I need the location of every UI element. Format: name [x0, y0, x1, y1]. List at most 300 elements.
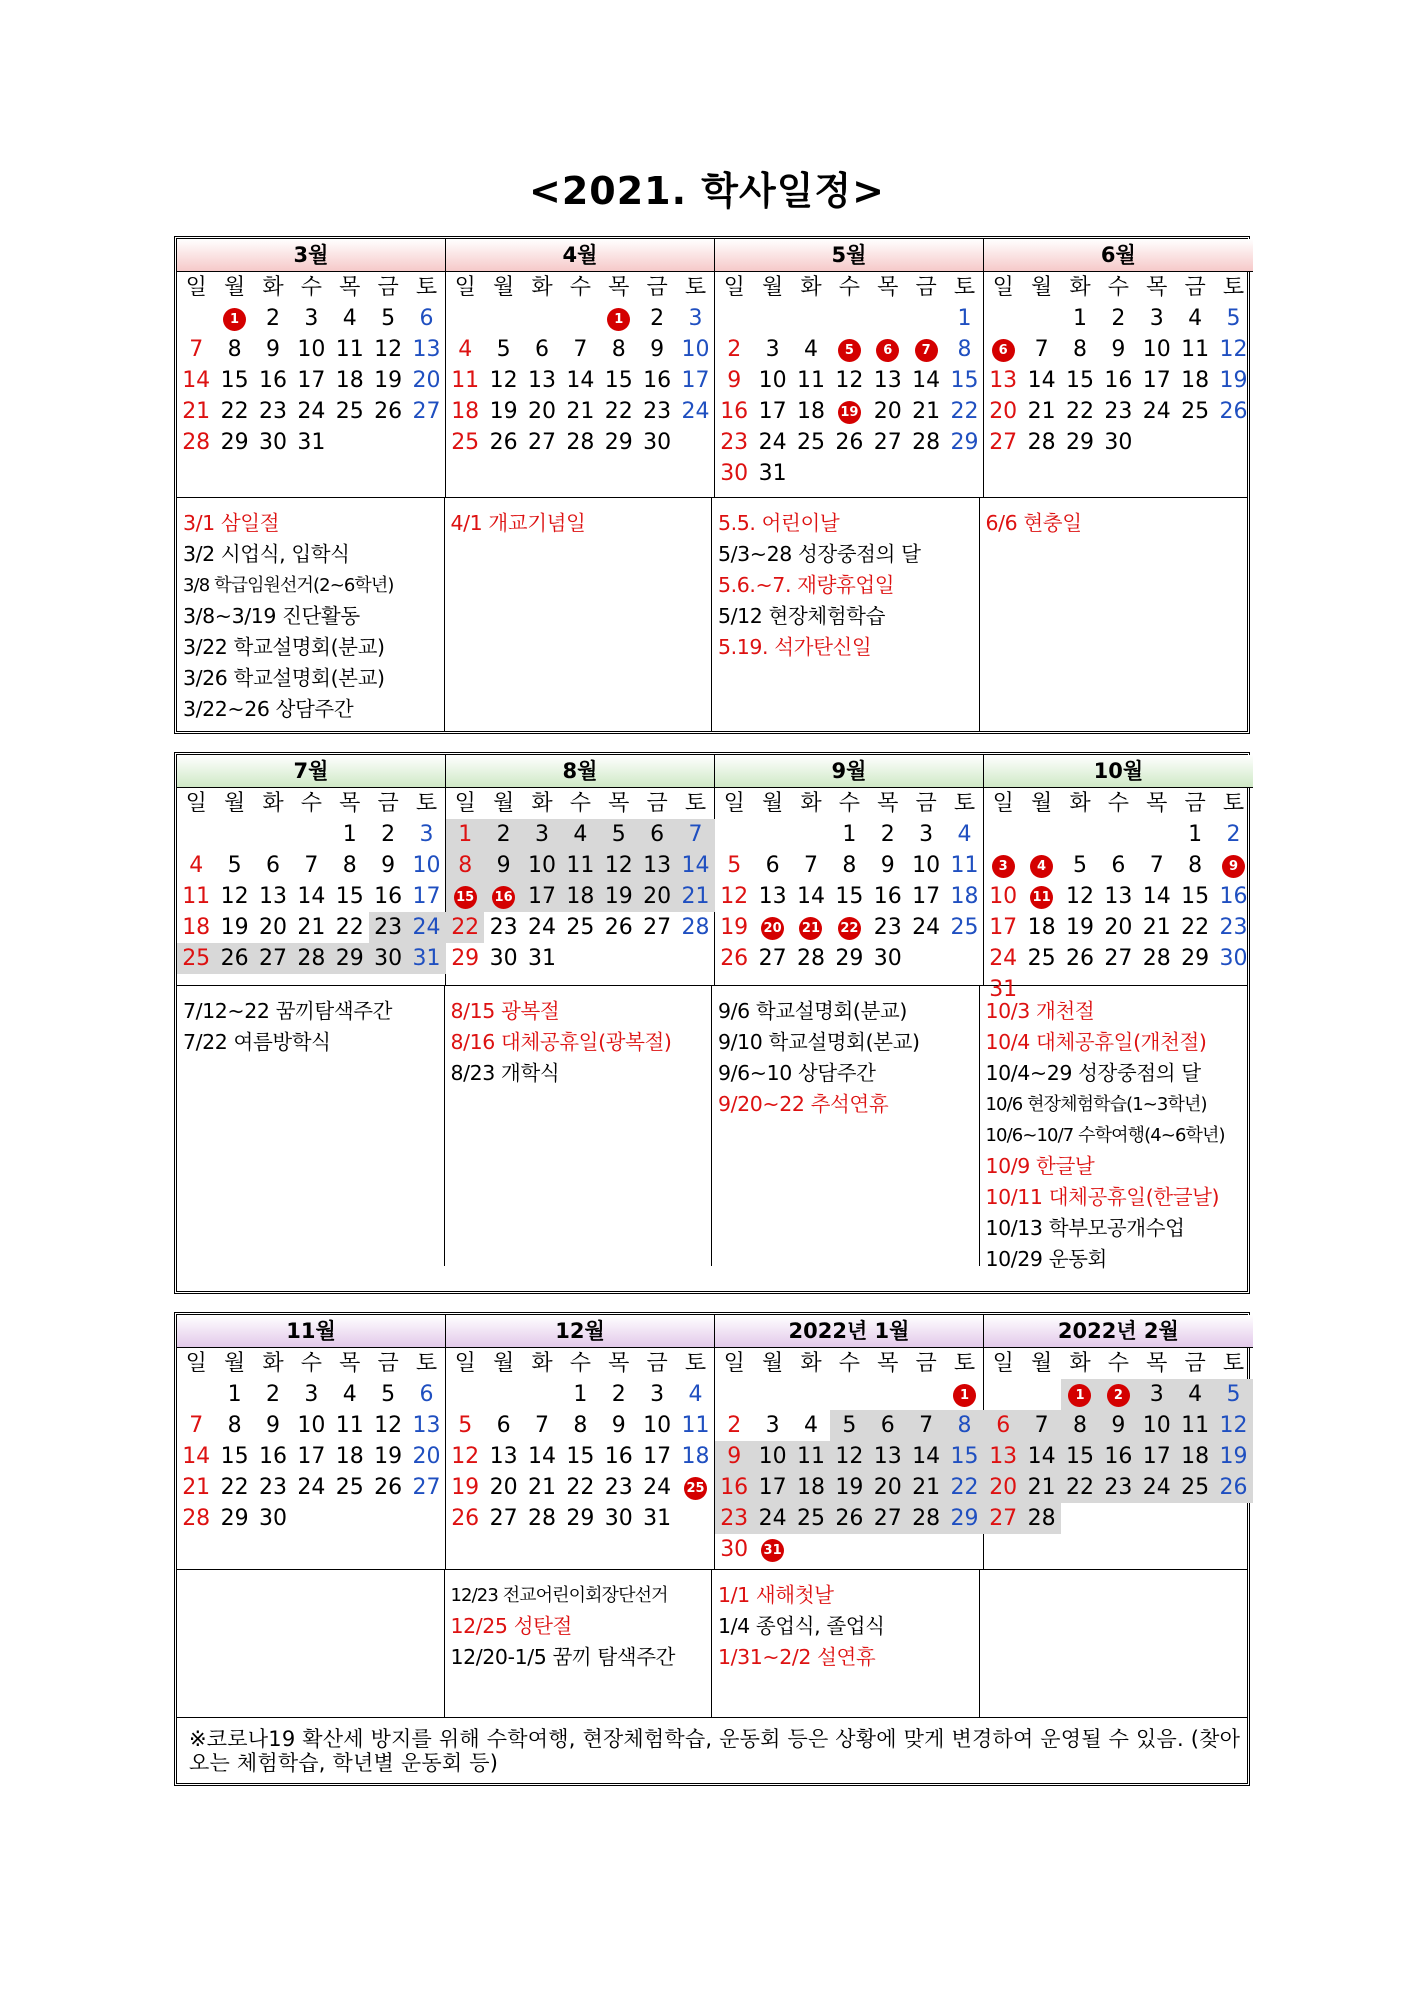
day-cell: 15 — [1065, 368, 1094, 393]
day-cell: 28 — [907, 1503, 945, 1534]
month-calendar — [177, 239, 446, 497]
weekday-label: 월 — [1030, 275, 1053, 300]
month-calendar — [715, 755, 984, 985]
day-cell: 31 — [989, 977, 1018, 1002]
week-row — [177, 365, 445, 396]
day-cell: 21 — [676, 881, 714, 912]
day-cell: 9 — [727, 368, 742, 393]
day-cell: 9 — [650, 337, 665, 362]
weekday-label: 일 — [992, 791, 1014, 816]
weekday-label: 화 — [262, 275, 284, 300]
day-cell: 24 — [643, 1475, 672, 1500]
weekday-row — [715, 788, 983, 819]
weekday-label: 일 — [185, 791, 207, 816]
day-cell: 11 — [335, 337, 364, 362]
day-cell: 8 — [842, 853, 857, 878]
day-cell: 2 — [484, 819, 522, 850]
week-row — [446, 819, 714, 850]
day-cell: 20 — [638, 881, 676, 912]
weekday-label: 토 — [953, 275, 976, 300]
week-row — [984, 427, 1253, 458]
weekday-label: 월 — [761, 275, 784, 300]
day-cell: 25 — [1181, 399, 1210, 424]
day-cell: 25 — [792, 1503, 830, 1534]
month-header: 3월 — [177, 239, 445, 272]
schedule-note: 5.19. 석가탄신일 — [718, 635, 872, 659]
day-cell: 22 — [1181, 915, 1210, 940]
day-cell: 1 — [446, 819, 484, 850]
day-cell: 27 — [643, 915, 672, 940]
weekday-label: 월 — [761, 1351, 784, 1376]
week-row — [177, 303, 445, 334]
weekday-label: 금 — [646, 791, 668, 816]
week-row — [984, 365, 1253, 396]
day-cell: 9 — [611, 1413, 626, 1438]
day-cell: 27 — [527, 430, 556, 455]
day-cell: 10 — [989, 884, 1018, 909]
day-cell: 19 — [1214, 1441, 1252, 1472]
day-cell: 3 — [304, 306, 319, 331]
weekday-label: 수 — [569, 275, 591, 300]
week-row — [715, 819, 983, 850]
week-row — [177, 1472, 445, 1503]
day-cell: 17 — [753, 1472, 791, 1503]
day-cell: 14 — [907, 1441, 945, 1472]
day-cell: 19 — [830, 1472, 868, 1503]
day-cell: 28 — [292, 943, 330, 974]
weekday-label: 금 — [1184, 1351, 1206, 1376]
weekday-label: 화 — [1069, 275, 1091, 300]
day-cell: 2 — [1111, 306, 1126, 331]
day-cell: 30 — [720, 1537, 749, 1562]
day-cell: 11 — [451, 368, 480, 393]
weekday-label: 화 — [800, 1351, 822, 1376]
schedule-note: 3/8~3/19 진단활동 — [183, 604, 360, 628]
weekday-label: 화 — [1069, 1351, 1091, 1376]
month-header: 9월 — [715, 755, 983, 788]
weekday-label: 금 — [377, 791, 399, 816]
day-cell: 6 — [869, 1410, 907, 1441]
day-cell: 26 — [720, 946, 749, 971]
day-cell: 30 — [1104, 430, 1133, 455]
day-cell: 7 — [803, 853, 818, 878]
day-cell: 14 — [796, 884, 825, 909]
day-cell: 9 — [715, 1441, 753, 1472]
day-cell: 17 — [412, 884, 441, 909]
week-row — [715, 943, 983, 974]
weekday-label: 수 — [1107, 791, 1129, 816]
day-cell: 21 — [1022, 1472, 1060, 1503]
day-cell: 4 — [803, 1413, 818, 1438]
day-cell: 16 — [1104, 368, 1133, 393]
day-cell: 26 — [604, 915, 633, 940]
day-cell: 30 — [369, 943, 407, 974]
day-cell: 14 — [1027, 368, 1056, 393]
day-cell: 23 — [604, 1475, 633, 1500]
day-cell: 20 — [873, 399, 902, 424]
day-cell: 14 — [182, 368, 211, 393]
day-cell: 26 — [215, 943, 253, 974]
day-cell: 1 — [1188, 822, 1203, 847]
day-cell: 3 — [688, 306, 703, 331]
week-row — [715, 1534, 983, 1565]
day-cell: 19 — [374, 1444, 403, 1469]
day-cell: 25 — [177, 943, 215, 974]
day-cell — [215, 303, 253, 334]
month-notes — [177, 1570, 1247, 1717]
day-cell: 22 — [604, 399, 633, 424]
day-cell — [446, 881, 484, 912]
weekday-row — [984, 272, 1253, 303]
week-row — [984, 819, 1253, 850]
day-cell: 29 — [220, 430, 249, 455]
weekday-label: 수 — [300, 1351, 322, 1376]
day-cell: 29 — [1065, 430, 1094, 455]
holiday-circle-marker: 5 — [838, 339, 861, 362]
day-cell: 18 — [1027, 915, 1056, 940]
schedule-note: 3/2 시업식, 입학식 — [183, 542, 350, 566]
day-cell: 12 — [1065, 884, 1094, 909]
week-row — [715, 458, 983, 489]
day-cell: 14 — [527, 1444, 556, 1469]
month-notes-cell — [177, 498, 445, 731]
day-cell: 25 — [1027, 946, 1056, 971]
day-cell: 21 — [182, 399, 211, 424]
day-cell: 9 — [1111, 337, 1126, 362]
day-cell: 29 — [451, 946, 480, 971]
weekday-label: 목 — [339, 1351, 361, 1376]
day-cell: 23 — [715, 1503, 753, 1534]
weekday-label: 화 — [800, 275, 822, 300]
weekday-label: 일 — [185, 275, 207, 300]
weekday-label: 일 — [723, 275, 745, 300]
day-cell: 20 — [1104, 915, 1133, 940]
month-notes-cell — [980, 498, 1248, 731]
day-cell: 12 — [489, 368, 518, 393]
day-cell: 12 — [600, 850, 638, 881]
day-cell — [1022, 850, 1060, 881]
day-cell: 7 — [189, 1413, 204, 1438]
weekday-label: 화 — [1069, 791, 1091, 816]
day-cell: 5 — [381, 306, 396, 331]
day-cell: 16 — [1099, 1441, 1137, 1472]
weekday-label: 화 — [531, 791, 553, 816]
day-cell: 23 — [1104, 399, 1133, 424]
day-cell: 19 — [1065, 915, 1094, 940]
day-cell: 29 — [950, 430, 979, 455]
day-cell: 15 — [220, 1444, 249, 1469]
day-cell: 12 — [1214, 1410, 1252, 1441]
schedule-note: 1/4 종업식, 졸업식 — [718, 1614, 885, 1638]
day-cell: 10 — [1142, 337, 1171, 362]
day-cell: 21 — [912, 399, 941, 424]
weekday-label: 목 — [877, 1351, 899, 1376]
day-cell: 25 — [566, 915, 595, 940]
week-row — [446, 881, 714, 912]
day-cell: 2 — [265, 1382, 280, 1407]
day-cell: 4 — [342, 1382, 357, 1407]
day-cell: 7 — [907, 1410, 945, 1441]
week-row — [446, 334, 714, 365]
day-cell: 29 — [1181, 946, 1210, 971]
day-cell: 21 — [566, 399, 595, 424]
day-cell: 9 — [1099, 1410, 1137, 1441]
weekday-label: 월 — [492, 275, 515, 300]
weekday-label: 토 — [415, 1351, 438, 1376]
week-row — [446, 1379, 714, 1410]
weekday-label: 일 — [185, 1351, 207, 1376]
day-cell: 30 — [258, 1506, 287, 1531]
day-cell: 19 — [489, 399, 518, 424]
day-cell: 24 — [527, 915, 556, 940]
day-cell: 8 — [957, 337, 972, 362]
day-cell: 25 — [1176, 1472, 1214, 1503]
day-cell: 30 — [1219, 946, 1248, 971]
weekday-label: 수 — [838, 791, 860, 816]
day-cell: 25 — [451, 430, 480, 455]
day-cell: 4 — [1176, 1379, 1214, 1410]
weekday-label: 월 — [223, 1351, 246, 1376]
day-cell: 10 — [297, 337, 326, 362]
day-cell: 3 — [765, 337, 780, 362]
weekday-row — [715, 1348, 983, 1379]
day-cell: 22 — [1061, 1472, 1099, 1503]
day-cell: 27 — [489, 1506, 518, 1531]
day-cell: 24 — [912, 915, 941, 940]
weekday-label: 목 — [1146, 1351, 1168, 1376]
day-cell: 13 — [989, 368, 1018, 393]
day-cell: 26 — [1065, 946, 1094, 971]
day-cell: 24 — [297, 399, 326, 424]
week-row — [715, 1441, 983, 1472]
month-calendar — [446, 1315, 715, 1569]
day-cell: 15 — [950, 368, 979, 393]
day-cell: 2 — [1226, 822, 1241, 847]
week-row — [715, 303, 983, 334]
day-cell: 29 — [945, 1503, 983, 1534]
holiday-circle-marker: 31 — [761, 1539, 784, 1562]
page-title: <2021. 학사일정> — [529, 169, 885, 213]
day-cell: 21 — [182, 1475, 211, 1500]
day-cell: 16 — [1219, 884, 1248, 909]
weekday-label: 수 — [838, 1351, 860, 1376]
day-cell: 31 — [297, 430, 326, 455]
day-cell: 12 — [374, 337, 403, 362]
day-cell: 6 — [265, 853, 280, 878]
day-cell: 17 — [681, 368, 710, 393]
holiday-circle-marker: 7 — [915, 339, 938, 362]
weekday-label: 목 — [877, 791, 899, 816]
day-cell: 26 — [374, 1475, 403, 1500]
day-cell: 26 — [374, 399, 403, 424]
day-cell: 10 — [412, 853, 441, 878]
holiday-circle-marker: 1 — [953, 1384, 976, 1407]
holiday-circle-marker: 1 — [607, 308, 630, 331]
weekday-label: 토 — [415, 791, 438, 816]
schedule-note: 3/22 학교설명회(분교) — [183, 635, 385, 659]
day-cell: 3 — [1149, 306, 1164, 331]
month-calendar — [984, 755, 1253, 1002]
day-cell: 17 — [912, 884, 941, 909]
schedule-note: 10/4~29 성장중점의 달 — [985, 1061, 1201, 1085]
day-cell — [1061, 1379, 1099, 1410]
day-cell: 2 — [727, 337, 742, 362]
week-row — [984, 1472, 1253, 1503]
week-row — [984, 1379, 1253, 1410]
day-cell: 22 — [446, 912, 484, 943]
day-cell: 21 — [907, 1472, 945, 1503]
day-cell: 20 — [489, 1475, 518, 1500]
week-row — [446, 396, 714, 427]
schedule-note: 4/1 개교기념일 — [450, 511, 586, 535]
day-cell: 22 — [945, 1472, 983, 1503]
schedule-note: 3/1 삼일절 — [183, 511, 280, 535]
week-row — [177, 850, 445, 881]
day-cell: 25 — [335, 1475, 364, 1500]
month-header: 5월 — [715, 239, 983, 272]
weekday-label: 수 — [1107, 275, 1129, 300]
day-cell: 3 — [650, 1382, 665, 1407]
day-cell: 31 — [407, 943, 445, 974]
month-notes-cell — [712, 1570, 980, 1717]
day-cell: 31 — [643, 1506, 672, 1531]
day-cell: 13 — [984, 1441, 1022, 1472]
day-cell: 18 — [335, 1444, 364, 1469]
week-row — [715, 1472, 983, 1503]
day-cell: 5 — [1214, 1379, 1252, 1410]
weekday-label: 수 — [1107, 1351, 1129, 1376]
day-cell: 10 — [1138, 1410, 1176, 1441]
day-cell: 28 — [527, 1506, 556, 1531]
month-header: 12월 — [446, 1315, 714, 1348]
day-cell: 1 — [342, 822, 357, 847]
week-row — [446, 912, 714, 943]
day-cell: 28 — [1022, 1503, 1060, 1534]
weekday-row — [715, 272, 983, 303]
week-row — [177, 912, 445, 943]
schedule-note: 10/4 대체공휴일(개천절) — [985, 1030, 1207, 1054]
weekday-label: 금 — [915, 275, 937, 300]
week-row — [715, 396, 983, 427]
day-cell: 24 — [989, 946, 1018, 971]
day-cell: 20 — [412, 1444, 441, 1469]
day-cell: 15 — [220, 368, 249, 393]
weekday-label: 수 — [838, 275, 860, 300]
weekday-label: 화 — [531, 275, 553, 300]
day-cell: 5 — [830, 1410, 868, 1441]
day-cell: 19 — [1219, 368, 1248, 393]
day-cell: 3 — [523, 819, 561, 850]
holiday-circle-marker: 6 — [992, 339, 1015, 362]
week-row — [984, 850, 1253, 881]
week-row — [177, 1503, 445, 1534]
holiday-circle-marker: 11 — [1030, 886, 1053, 909]
week-row — [715, 881, 983, 912]
day-cell: 11 — [1176, 1410, 1214, 1441]
day-cell: 24 — [1142, 399, 1171, 424]
day-cell: 16 — [258, 1444, 287, 1469]
weekday-label: 일 — [454, 791, 476, 816]
day-cell: 17 — [523, 881, 561, 912]
day-cell: 15 — [1061, 1441, 1099, 1472]
weekday-label: 목 — [339, 791, 361, 816]
month-notes-cell — [445, 986, 713, 1266]
weekday-label: 금 — [915, 791, 937, 816]
schedule-note: 3/22~26 상담주간 — [183, 697, 354, 721]
month-header: 8월 — [446, 755, 714, 788]
day-cell: 27 — [758, 946, 787, 971]
month-calendar — [177, 1315, 446, 1569]
weekday-label: 토 — [1222, 1351, 1245, 1376]
weekday-label: 수 — [569, 791, 591, 816]
day-cell: 11 — [1181, 337, 1210, 362]
weekday-label: 목 — [608, 1351, 630, 1376]
schedule-note: 9/6~10 상담주간 — [718, 1061, 876, 1085]
day-cell: 27 — [869, 1503, 907, 1534]
day-cell: 12 — [220, 884, 249, 909]
weekday-label: 토 — [684, 275, 707, 300]
day-cell: 6 — [984, 1410, 1022, 1441]
day-cell: 17 — [1138, 1441, 1176, 1472]
month-notes — [177, 986, 1247, 1271]
day-cell — [753, 912, 791, 943]
day-cell: 24 — [753, 1503, 791, 1534]
holiday-circle-marker: 6 — [876, 339, 899, 362]
day-cell: 21 — [297, 915, 326, 940]
day-cell: 14 — [182, 1444, 211, 1469]
week-row — [715, 1503, 983, 1534]
day-cell: 2 — [727, 1413, 742, 1438]
schedule-note: 6/6 현충일 — [985, 511, 1082, 535]
day-cell: 8 — [342, 853, 357, 878]
holiday-circle-marker: 20 — [761, 917, 784, 940]
day-cell: 28 — [1142, 946, 1171, 971]
day-cell: 17 — [1142, 368, 1171, 393]
weekday-label: 화 — [262, 791, 284, 816]
schedule-note: 5/12 현장체험학습 — [718, 604, 885, 628]
schedule-note: 1/1 새해첫날 — [718, 1583, 834, 1607]
month-calendar — [177, 755, 446, 985]
day-cell: 6 — [419, 306, 434, 331]
day-cell: 24 — [297, 1475, 326, 1500]
day-cell: 15 — [335, 884, 364, 909]
day-cell: 12 — [835, 368, 864, 393]
day-cell: 21 — [1142, 915, 1171, 940]
week-row — [177, 1410, 445, 1441]
holiday-circle-marker: 22 — [838, 917, 861, 940]
day-cell: 4 — [561, 819, 599, 850]
day-cell: 20 — [527, 399, 556, 424]
weekday-row — [177, 272, 445, 303]
day-cell: 8 — [1061, 1410, 1099, 1441]
week-row — [177, 1441, 445, 1472]
weekday-label: 수 — [300, 791, 322, 816]
weekday-label: 목 — [339, 275, 361, 300]
holiday-circle-marker: 25 — [684, 1477, 707, 1500]
day-cell: 1 — [957, 306, 972, 331]
weekday-label: 월 — [223, 791, 246, 816]
month-calendar — [984, 1315, 1253, 1569]
weekday-label: 목 — [608, 791, 630, 816]
day-cell: 18 — [1181, 368, 1210, 393]
day-cell: 24 — [1138, 1472, 1176, 1503]
weekday-label: 일 — [723, 791, 745, 816]
month-header: 2022년 1월 — [715, 1315, 983, 1348]
weekday-label: 화 — [531, 1351, 553, 1376]
day-cell: 28 — [1027, 430, 1056, 455]
week-row — [715, 912, 983, 943]
weekday-label: 토 — [953, 1351, 976, 1376]
